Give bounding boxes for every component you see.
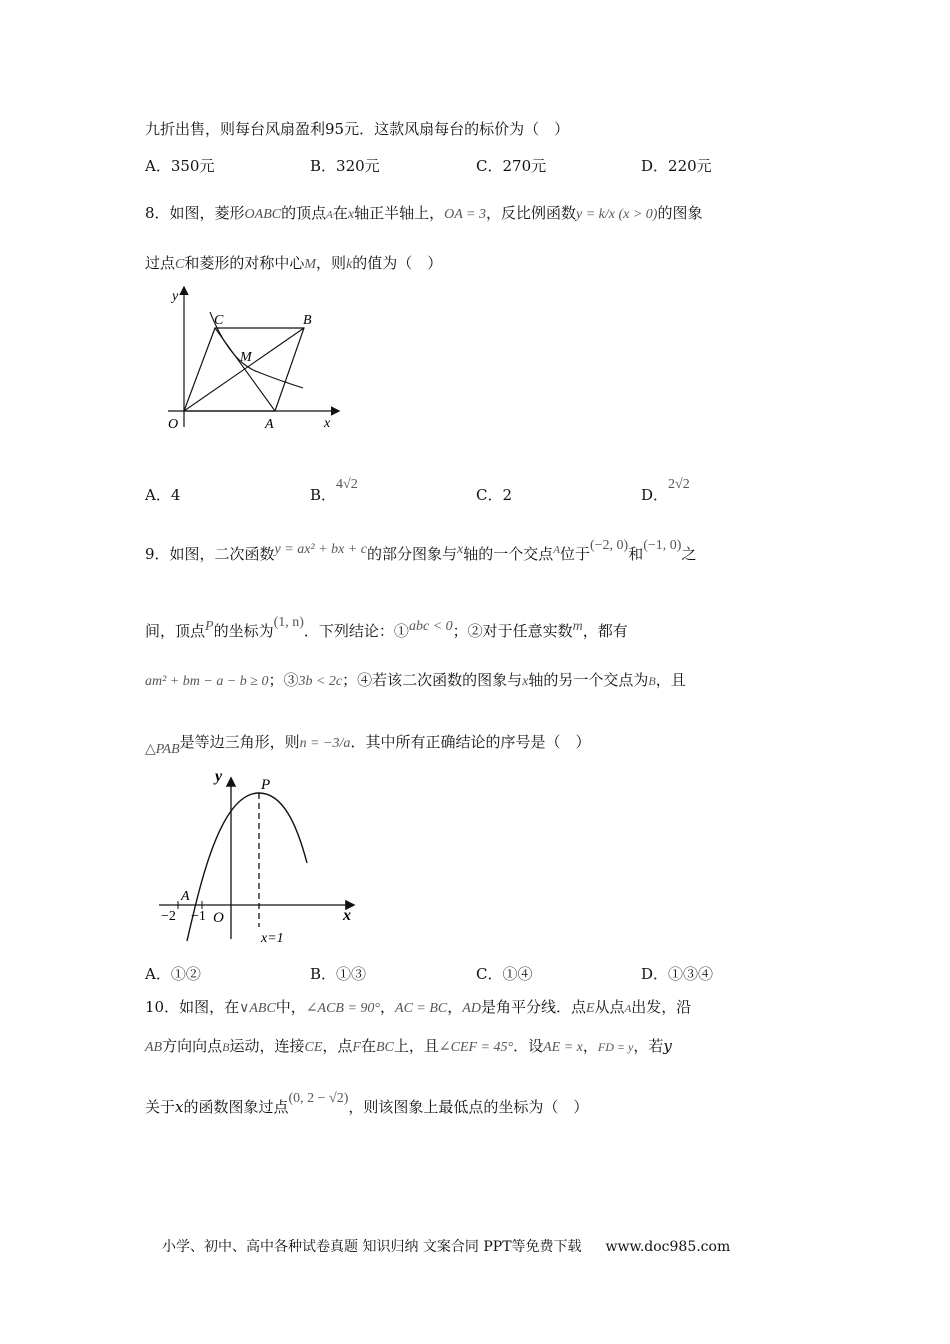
q10-text: 出发，沿	[631, 998, 692, 1016]
q10-text: 10．如图，在	[145, 998, 240, 1016]
q10-text: 关于	[145, 1098, 176, 1116]
math-fd: FD = y	[597, 1040, 634, 1054]
q9-text: 间，顶点	[145, 622, 206, 640]
math-inverse-function: y = k/x (x > 0)	[575, 207, 658, 222]
math-x: x	[347, 207, 355, 222]
label-b: B	[303, 313, 312, 328]
math-point-neg1: (−1, 0)	[643, 538, 682, 553]
q9-text: 之	[681, 545, 697, 563]
math-bc: BC	[375, 1040, 394, 1055]
q10-text: ，点	[322, 1037, 353, 1055]
q9-text: 是等边三角形，则	[179, 733, 300, 751]
math-two-root-two: 2√2	[668, 477, 690, 492]
q7-option-a: A．350元	[145, 157, 215, 175]
inverse-curve	[210, 312, 303, 388]
q9-line-1	[145, 538, 697, 567]
math-n-value: n = −3/a	[299, 736, 351, 751]
label-c: C	[214, 313, 224, 328]
q9-line-2	[145, 615, 628, 644]
label-m: M	[240, 350, 252, 365]
q8-text: 的值为（ ）	[352, 254, 443, 272]
q9-text: ；②对于任意实数	[452, 622, 573, 640]
q10-text: 上，且	[393, 1037, 439, 1055]
math-point-f: F	[352, 1040, 361, 1055]
q8-line-2	[145, 252, 442, 276]
math-point-b: B	[648, 674, 656, 688]
label-y: y	[215, 768, 223, 785]
q10-line-2	[145, 1035, 672, 1059]
q9-text: ．下列结论：①	[303, 622, 409, 640]
math-y: y	[663, 1037, 672, 1055]
option-label: D．	[641, 486, 669, 504]
math-four-root-two: 4√2	[336, 477, 358, 492]
math-inequality: am² + bm − a − b ≥ 0	[145, 674, 269, 689]
page-footer	[162, 1236, 730, 1256]
footer-link[interactable]: www.doc985.com	[605, 1239, 731, 1255]
q8-line-1	[145, 202, 702, 226]
math-oa: OA = 3	[444, 207, 486, 222]
q9-text: ；④若该二次函数的图象与	[342, 671, 523, 689]
math-point-a: A	[553, 544, 560, 556]
math-ce: CE	[304, 1040, 323, 1055]
q9-text: ；③	[268, 671, 299, 689]
q10-text: 中，	[275, 998, 306, 1016]
q10-text: ，	[447, 998, 463, 1016]
math-point-b: B	[222, 1040, 230, 1054]
label-neg1: −1	[191, 909, 206, 924]
q10-text: 在	[360, 1037, 376, 1055]
q8-text: 的顶点	[281, 204, 327, 222]
q8-text: ，反比例函数	[485, 204, 576, 222]
q10-text: 方向向点	[162, 1037, 223, 1055]
math-triangle-abc: ∨ABC	[239, 1001, 276, 1016]
q7-option-d: D．220元	[641, 157, 712, 175]
q8-text: 的图象	[657, 204, 703, 222]
q9-line-4	[145, 731, 590, 755]
q9-option-c: C．①④	[476, 965, 533, 983]
label-p: P	[261, 777, 271, 793]
q9-text: ，都有	[582, 622, 628, 640]
q8-option-b	[310, 477, 358, 505]
q10-line-1	[145, 996, 691, 1020]
q9-option-b: B．①③	[310, 965, 367, 983]
diagonal-ob	[184, 328, 304, 411]
q10-text: ，	[380, 998, 396, 1016]
q10-text: 运动，连接	[229, 1037, 305, 1055]
q8-text: ，则	[316, 254, 347, 272]
q9-text: 位于	[559, 545, 590, 563]
math-point-e: E	[585, 1001, 595, 1016]
math-point-a: A	[326, 209, 333, 221]
math-angle-cef: ∠CEF = 45°	[438, 1040, 514, 1055]
q8-option-d	[641, 477, 690, 505]
math-quadratic: y = ax² + bx + c	[274, 542, 367, 557]
label-o: O	[168, 417, 179, 432]
math-ae: AE = x	[543, 1040, 583, 1055]
q9-text: ．其中所有正确结论的序号是（ ）	[350, 733, 591, 751]
label-a: A	[265, 417, 274, 432]
q8-text: 在	[332, 204, 348, 222]
math-point-a: A	[624, 1003, 632, 1015]
q8-option-c: C．2	[476, 486, 513, 504]
math-m: m	[572, 619, 583, 634]
label-a: A	[181, 889, 190, 904]
q9-line-3	[145, 669, 686, 693]
math-oabc: OABC	[244, 207, 282, 222]
math-x: x	[175, 1098, 184, 1116]
q10-text: ，	[582, 1037, 598, 1055]
math-vertex: (1, n)	[273, 615, 304, 630]
math-ab: AB	[145, 1040, 163, 1055]
math-point-c: C	[175, 257, 185, 272]
label-x-eq-1: x=1	[261, 931, 284, 946]
q9-option-a: A．①②	[145, 965, 201, 983]
option-label: B．	[310, 486, 337, 504]
q9-text: 轴的另一个交点为	[528, 671, 649, 689]
math-x: x	[522, 674, 529, 689]
q8-text: 过点	[145, 254, 176, 272]
math-point-coords: (0, 2 − √2)	[288, 1091, 349, 1106]
q7-text: 九折出售，则每台风扇盈利95元．这款风扇每台的标价为（ ）	[145, 120, 570, 138]
q10-line-3	[145, 1091, 589, 1120]
math-k: k	[346, 257, 353, 272]
math-point-m: M	[304, 257, 317, 272]
q8-text: 轴正半轴上，	[354, 204, 445, 222]
label-x: x	[343, 907, 351, 924]
math-angle-acb: ∠ACB = 90°	[305, 1001, 381, 1016]
q7-option-b: B．320元	[310, 157, 380, 175]
q10-text: ．设	[513, 1037, 544, 1055]
label-o: O	[213, 910, 224, 926]
q9-figure	[155, 765, 365, 947]
footer-text: 小学、初中、高中各种试卷真题 知识归纳 文案合同 PPT等免费下载	[162, 1239, 582, 1255]
q10-text: ，则该图象上最低点的坐标为（ ）	[348, 1098, 589, 1116]
q9-text: 9．如图，二次函数	[145, 545, 275, 563]
label-x: x	[324, 416, 331, 431]
q9-text: 的坐标为	[213, 622, 274, 640]
q8-text: 和菱形的对称中心	[184, 254, 305, 272]
q8-figure	[158, 282, 348, 432]
math-point-p: P	[205, 619, 214, 634]
q9-option-d: D．①③④	[641, 965, 714, 983]
math-triangle-pab: △PAB	[145, 742, 180, 757]
label-y: y	[172, 289, 179, 304]
q10-text: 的函数图象过点	[183, 1098, 289, 1116]
q10-text: 从点	[594, 998, 625, 1016]
math-ad: AD	[462, 1001, 481, 1016]
math-point-neg2: (−2, 0)	[589, 538, 629, 553]
q8-option-a: A．4	[145, 486, 181, 504]
q10-text: 是角平分线．点	[480, 998, 586, 1016]
math-x: x	[456, 542, 464, 557]
q9-text: 轴的一个交点	[463, 545, 554, 563]
q9-text: 和	[628, 545, 644, 563]
q7-option-c: C．270元	[476, 157, 547, 175]
math-abc: abc < 0	[408, 619, 453, 634]
label-neg2: −2	[161, 909, 176, 924]
q10-text: ，若	[633, 1037, 664, 1055]
math-3b-2c: 3b < 2c	[298, 674, 343, 689]
q9-text: 的部分图象与	[366, 545, 457, 563]
q8-text: 8．如图，菱形	[145, 204, 245, 222]
q9-text: ，且	[655, 671, 686, 689]
math-ac-eq-bc: AC = BC	[395, 1001, 448, 1016]
